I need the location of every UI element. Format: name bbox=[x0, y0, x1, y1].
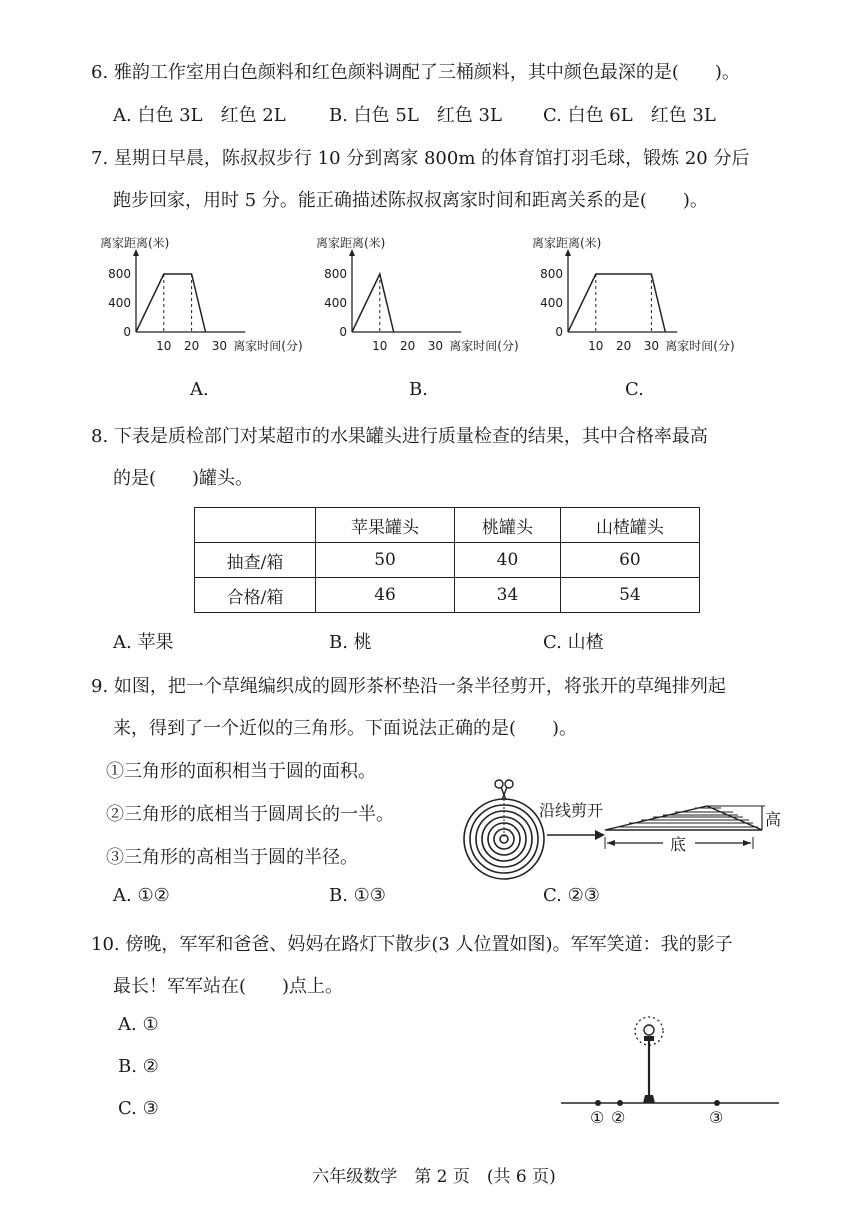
x-axis-label: 离家时间(分) bbox=[665, 339, 735, 353]
q7-stem-line1: 7. 星期日早晨，陈叔叔步行 10 分到离家 800m 的体育馆打羽毛球，锻炼 20 分后 bbox=[91, 148, 750, 169]
height-label: 高 bbox=[765, 810, 782, 829]
q7-stem-line2: 跑步回家，用时 5 分。能正确描述陈叔叔离家时间和距离关系的是( )。 bbox=[113, 190, 708, 211]
y-tick-label: 400 bbox=[324, 296, 347, 310]
point-marker bbox=[595, 1100, 601, 1106]
x-tick-label: 20 bbox=[183, 339, 200, 353]
table-cell: 60 bbox=[560, 543, 699, 578]
y-tick-label: 800 bbox=[540, 267, 563, 281]
table-header-cell: 山楂罐头 bbox=[560, 508, 699, 543]
table-header-cell: 桃罐头 bbox=[455, 508, 561, 543]
cut-label: 沿线剪开 bbox=[539, 801, 604, 820]
q7-option-c: C. bbox=[625, 379, 644, 400]
scissors-icon bbox=[495, 780, 513, 800]
striped-triangle bbox=[605, 806, 762, 830]
table-cell: 50 bbox=[316, 543, 455, 578]
q9-stem-line2: 来，得到了一个近似的三角形。下面说法正确的是( )。 bbox=[113, 718, 578, 739]
y-tick-label: 0 bbox=[555, 325, 563, 339]
y-tick-label: 800 bbox=[324, 267, 347, 281]
x-tick-label: 30 bbox=[211, 339, 228, 353]
x-tick-label: 30 bbox=[427, 339, 444, 353]
point-label-1: ① bbox=[590, 1108, 605, 1127]
table-row bbox=[195, 543, 700, 578]
q10-stem-line2: 最长！军军站在( )点上。 bbox=[113, 976, 344, 997]
q8-table bbox=[194, 507, 700, 613]
q9-option-b: B. ①③ bbox=[329, 885, 386, 906]
series-line bbox=[568, 274, 665, 332]
series-line bbox=[136, 274, 206, 332]
q8-option-b: B. 桃 bbox=[329, 632, 372, 653]
y-axis-label: 离家距离(米) bbox=[532, 236, 602, 250]
street-lamp-icon bbox=[635, 1017, 663, 1103]
table-cell: 40 bbox=[455, 543, 561, 578]
q6-stem: 6. 雅韵工作室用白色颜料和红色颜料调配了三桶颜料，其中颜色最深的是( )。 bbox=[91, 62, 740, 83]
q6-option-b: B. 白色 5L 红色 3L bbox=[329, 105, 502, 126]
q10-option-a: A. ① bbox=[118, 1014, 159, 1035]
y-axis-label: 离家距离(米) bbox=[316, 236, 386, 250]
q9-option-c: C. ②③ bbox=[543, 885, 600, 906]
y-tick-label: 0 bbox=[339, 325, 347, 339]
y-axis-arrow bbox=[349, 249, 355, 256]
q9-diagram bbox=[455, 775, 795, 887]
q6-option-a: A. 白色 3L 红色 2L bbox=[113, 105, 286, 126]
q8-option-a: A. 苹果 bbox=[113, 632, 174, 653]
table-cell: 抽查/箱 bbox=[195, 543, 316, 578]
q7-option-b: B. bbox=[409, 379, 428, 400]
q8-stem-line2: 的是( )罐头。 bbox=[113, 468, 254, 489]
series-line bbox=[352, 274, 394, 332]
q7-option-a: A. bbox=[190, 379, 209, 400]
y-tick-label: 0 bbox=[123, 325, 131, 339]
y-tick-label: 800 bbox=[108, 267, 131, 281]
x-axis-label: 离家时间(分) bbox=[233, 339, 303, 353]
q7-graphs bbox=[100, 225, 780, 375]
y-tick-label: 400 bbox=[108, 296, 131, 310]
q9-option-a: A. ①② bbox=[113, 885, 170, 906]
table-cell: 合格/箱 bbox=[195, 578, 316, 613]
table-header-row bbox=[195, 508, 700, 543]
q8-option-c: C. 山楂 bbox=[543, 632, 604, 653]
q8-stem-line1: 8. 下表是质检部门对某超市的水果罐头进行质量检查的结果，其中合格率最高 bbox=[91, 426, 708, 447]
y-tick-label: 400 bbox=[540, 296, 563, 310]
q7-graph-group bbox=[100, 235, 735, 353]
q10-option-b: B. ② bbox=[118, 1056, 159, 1077]
point-label-3: ③ bbox=[709, 1108, 724, 1127]
point-marker bbox=[617, 1100, 623, 1106]
y-axis-arrow bbox=[133, 249, 139, 256]
q10-diagram bbox=[555, 1015, 785, 1130]
x-tick-label: 30 bbox=[643, 339, 660, 353]
y-axis-label: 离家距离(米) bbox=[100, 236, 170, 250]
table-row bbox=[195, 578, 700, 613]
x-tick-label: 10 bbox=[372, 339, 388, 353]
q9-stem-line1: 9. 如图，把一个草绳编织成的圆形茶杯垫沿一条半径剪开，将张开的草绳排列起 bbox=[91, 676, 726, 697]
base-label: 底 bbox=[670, 835, 687, 854]
point-label-2: ② bbox=[611, 1108, 626, 1127]
table-cell: 54 bbox=[560, 578, 699, 613]
q6-option-c: C. 白色 6L 红色 3L bbox=[543, 105, 716, 126]
x-tick-label: 10 bbox=[156, 339, 172, 353]
q10-stem-line1: 10. 傍晚，军军和爸爸、妈妈在路灯下散步(3 人位置如图)。军军笑道：我的影子 bbox=[91, 934, 733, 955]
page-footer: 六年级数学 第 2 页 (共 6 页) bbox=[312, 1167, 556, 1187]
x-tick-label: 20 bbox=[615, 339, 632, 353]
table-header-cell: 苹果罐头 bbox=[316, 508, 455, 543]
point-marker bbox=[714, 1100, 720, 1106]
q9-statement-1: ①三角形的面积相当于圆的面积。 bbox=[106, 761, 376, 782]
q9-statement-2: ②三角形的底相当于圆周长的一半。 bbox=[106, 804, 394, 825]
q9-statement-3: ③三角形的高相当于圆的半径。 bbox=[106, 847, 358, 868]
x-tick-label: 10 bbox=[588, 339, 604, 353]
table-cell: 46 bbox=[316, 578, 455, 613]
right-arrow-icon bbox=[547, 830, 605, 840]
x-axis-label: 离家时间(分) bbox=[449, 339, 519, 353]
table-cell: 34 bbox=[455, 578, 561, 613]
table-header-cell bbox=[195, 508, 316, 543]
x-tick-label: 20 bbox=[399, 339, 416, 353]
y-axis-arrow bbox=[565, 249, 571, 256]
q10-option-c: C. ③ bbox=[118, 1098, 159, 1119]
